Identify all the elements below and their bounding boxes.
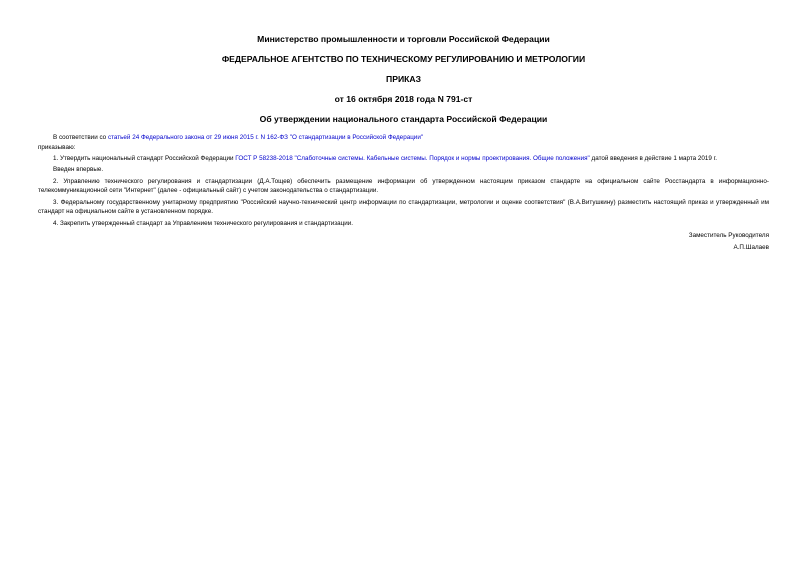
item-1-paragraph [38, 154, 769, 164]
item-3-paragraph: 3. Федеральному государственному унитарному предприятию "Российский научно-технический центр информации по стандартизации, метрологии и оценке соответствия" (В.А.Витушкину) разместить настоящий приказ и утвержденный им стандарт на официальном сайте в установленном порядке. [38, 198, 769, 216]
intro-text: В соответствии со [53, 134, 108, 141]
ministry-title: Министерство промышленности и торговли Российской Федерации [257, 34, 550, 44]
document-page [38, 34, 769, 254]
signature-position: Заместитель Руководителя [688, 232, 769, 240]
document-type: ПРИКАЗ [386, 74, 421, 84]
gost-standard-link[interactable]: ГОСТ Р 58238-2018 "Слаботочные системы. Кабельные системы. Порядок и нормы проектирования. Общие положения" [235, 154, 590, 162]
signature-name: А.П.Шалаев [733, 244, 769, 252]
item-4-paragraph: 4. Закрепить утвержденный стандарт за Управлением технического регулирования и стандартизации. [53, 219, 354, 227]
order-word: приказываю: [38, 143, 76, 151]
item-1-text: 1. Утвердить национальный стандарт Российской Федерации [53, 154, 236, 162]
intro-paragraph [38, 133, 769, 143]
agency-title: ФЕДЕРАЛЬНОЕ АГЕНТСТВО ПО ТЕХНИЧЕСКОМУ РЕГУЛИРОВАНИЮ И МЕТРОЛОГИИ [221, 54, 586, 64]
federal-law-link[interactable]: статьей 24 Федерального закона от 29 июня 2015 г. N 162-ФЗ "О стандартизации в Российской Федерации" [107, 134, 424, 141]
document-subject: Об утверждении национального стандарта Российской Федерации [259, 114, 548, 124]
document-date-number: от 16 октября 2018 года N 791-ст [334, 94, 473, 104]
item-1-date-text: датой введения в действие 1 марта 2019 г. [589, 154, 717, 162]
signature-block [38, 230, 769, 254]
introduced-note: Введен впервые. [53, 166, 104, 174]
item-2-paragraph: 2. Управлению технического регулирования и стандартизации (Д.А.Тощев) обеспечить размещение информации об утвержденном настоящим приказом стандарте на официальном сайте Росстандарта в информационно-телекоммуникационной сети "Интернет" (далее - официальный сайт) с учетом законодательства о стандартизации. [38, 177, 769, 195]
